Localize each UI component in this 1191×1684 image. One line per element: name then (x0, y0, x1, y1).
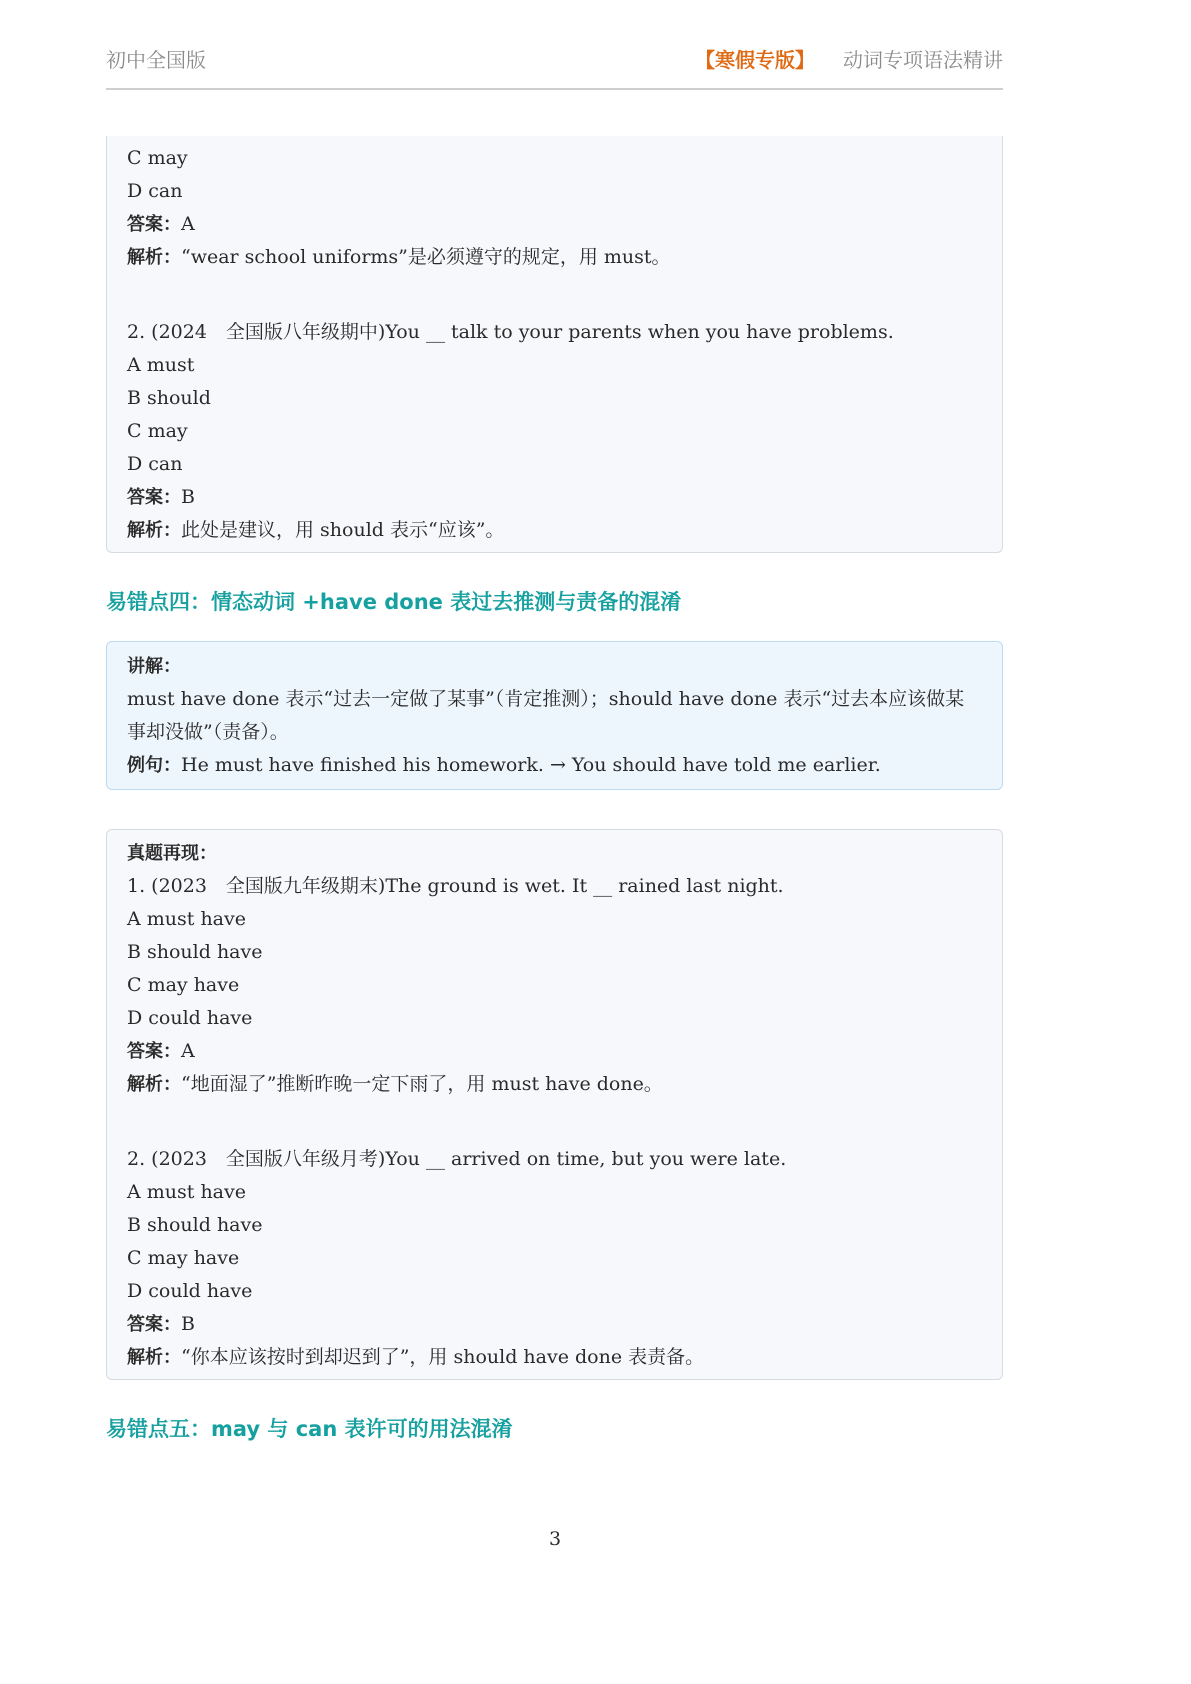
explanation-label: 讲解： (127, 656, 181, 677)
option-b: B should have (127, 1214, 263, 1236)
answer-value: B (181, 1313, 195, 1335)
option-a: A must have (127, 1181, 246, 1203)
analysis-label: 解析： (127, 520, 181, 541)
option-b: B should (127, 387, 211, 409)
analysis-line (127, 514, 982, 547)
answer-line (127, 1308, 982, 1341)
option-d: D can (127, 180, 183, 202)
header-right (695, 44, 1003, 73)
answer-line (127, 481, 982, 514)
analysis-text: “你本应该按时到却迟到了”，用 should have done 表责备。 (181, 1346, 705, 1368)
option-a: A must have (127, 908, 246, 930)
answer-label: 答案： (127, 214, 181, 235)
exam-label-line (127, 837, 982, 870)
question-1: 1. (2023 全国版九年级期末)The ground is wet. It __ rained last night. (127, 875, 784, 897)
exam-label: 真题再现： (127, 843, 217, 864)
analysis-line (127, 241, 982, 274)
option-d: D could have (127, 1007, 253, 1029)
example-label: 例句： (127, 755, 181, 776)
analysis-label: 解析： (127, 1347, 181, 1368)
analysis-line (127, 1341, 982, 1374)
edition-badge: 【寒假专版】 (695, 48, 815, 72)
option-c: C may have (127, 1247, 240, 1269)
explanation-box (106, 641, 1003, 790)
option-c: C may (127, 420, 188, 442)
page-header (106, 40, 1003, 90)
page-number: 3 (548, 1528, 562, 1550)
example-line (127, 749, 982, 782)
analysis-text: 此处是建议，用 should 表示“应该”。 (181, 519, 505, 541)
answer-line (127, 1035, 982, 1068)
option-a: A must (127, 354, 195, 376)
section-title-4: 易错点四：情态动词 +have done 表过去推测与责备的混淆 (106, 590, 682, 614)
analysis-label: 解析： (127, 247, 181, 268)
answer-label: 答案： (127, 487, 181, 508)
option-d: D can (127, 453, 183, 475)
answer-line (127, 208, 982, 241)
question-2: 2. (2024 全国版八年级期中)You __ talk to your parents when you have problems. (127, 321, 894, 343)
analysis-label: 解析： (127, 1074, 181, 1095)
analysis-text: “wear school uniforms”是必须遵守的规定，用 must。 (181, 246, 671, 268)
edition-label: 初中全国版 (106, 48, 206, 72)
option-c: C may (127, 147, 188, 169)
answer-value: A (181, 1040, 195, 1062)
answer-label: 答案： (127, 1314, 181, 1335)
option-c: C may have (127, 974, 240, 996)
section-title-5: 易错点五：may 与 can 表许可的用法混淆 (106, 1417, 513, 1441)
analysis-text: “地面湿了”推断昨晚一定下雨了，用 must have done。 (181, 1073, 663, 1095)
example-text: He must have finished his homework. → You should have told me earlier. (181, 754, 881, 776)
exam-box (106, 829, 1003, 1380)
answer-value: B (181, 486, 195, 508)
answer-value: A (181, 213, 195, 235)
explanation-body: must have done 表示“过去一定做了某事”（肯定推测）；should have done 表示“过去本应该做某事却没做”（责备）。 (127, 688, 965, 743)
book-subtitle: 动词专项语法精讲 (843, 48, 1003, 72)
analysis-line (127, 1068, 982, 1101)
option-d: D could have (127, 1280, 253, 1302)
answer-label: 答案： (127, 1041, 181, 1062)
option-b: B should have (127, 941, 263, 963)
explanation-label-line (127, 650, 982, 683)
question-2: 2. (2023 全国版八年级月考)You __ arrived on time, but you were late. (127, 1148, 787, 1170)
exam-box-continued (106, 136, 1003, 553)
